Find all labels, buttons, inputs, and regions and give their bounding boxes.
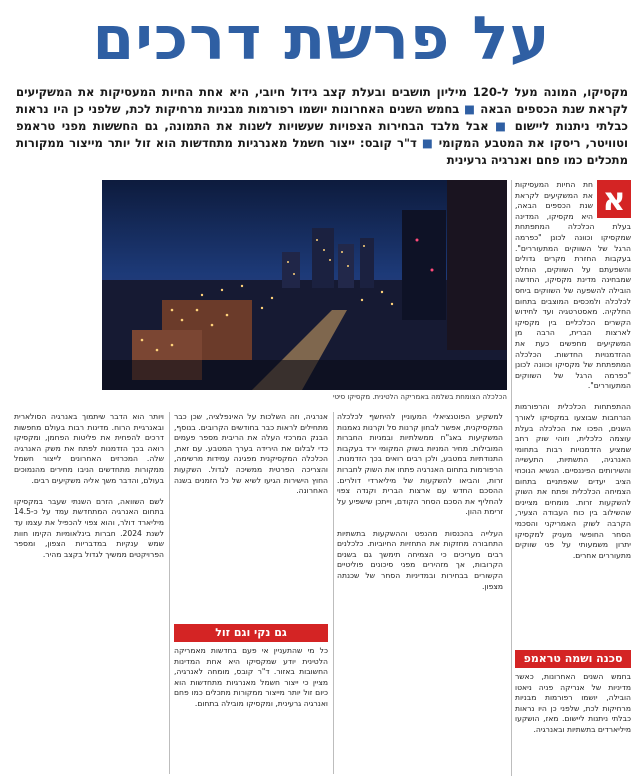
subheading-danger: סכנה ושמה טראמפ	[515, 650, 631, 668]
lede-part-1: מקסיקו, המונה מעל ל-120 מיליון תושבים ובעלת קצב גידול חיובי, היא אחת החיות המעסיקות את המשקיעים לקראת שנת הכספים הבאה	[16, 85, 629, 116]
column-2-bottom: העלייה בהכנסות מהנפט וההשקעות בתשתיות התחבורה מחזקות את התחזיות החיוביות. כלכלנים רבים מעריכים כי הצמיחה תימשך גם בשנים הקרובות, אך מזהירים מפני סיכונים פוליטיים הקשורים בבחירות ובמדיניות הסחר של שכנתה מצפון.	[337, 528, 503, 591]
column-1-body: ההתפתחות הכלכלית והרפורמות הנרחבות שבוצעו במקסיקו לאורך השנים, הפכו את הכלכלה בעלת עוצמה כלכלית, וזוהי שוק רחב שמציע הזדמנויות רבות בתחומי האנרגיה, התשתיות, התעשייה והשירותים הפיננסיים. הנשיא הנוכחי הציב יעדים שאפתניים בתחום הצמיחה הכלכלית ופתח את השוק להשקעות זרות. מומחים מציינים שהשילוב בין כוח העבודה הצעיר, הקרבה לשוק האמריקני והסכמי הסחר החופשי מעניק למקסיקו יתרון משמעותי על פני שווקים מתעוררים אחרים.	[515, 402, 631, 560]
photo-caption: הכלכלה הצומחת בשלמה באמריקה הלטינית. מקסיקו סיטי	[332, 393, 507, 401]
column-3-bottom: כל מי שהתעניין אי פעם בחדשות מאמריקה הלטינית יודע שמקסיקו היא אחת המדינות החשובות באזור. ד"ר קובס, מומחה לאנרגיה, מציין כי ייצור חשמל מאנרגיות מתחדשות הוא כיום זול יותר מייצור ממקורות מתכלים כמו פחם ואנרגיה גרעינית, ומקסיקו מובילה בתחום.	[174, 646, 328, 708]
column-1	[515, 180, 631, 602]
column-4-bottom: לשם השוואה, הזרם השנתי שעבר במקסיקו בתחום האנרגיה המתחדשת עמד על כ-14.5 מיליארד דולר, והוא צפוי להכפיל את עצמו עד לשנת 2024. חברות בינלאומיות הקימו חוות שמש ענקיות במדבריות הצפון, ומספר הפרויקטים ממשיך לגדול בקצב מהיר.	[14, 496, 164, 559]
lede-part-3: אבל מלבד הבחירות הצפויות שעשויות לשנות את התמונה, גם החששות מפני טראמפ וטוויטר, ריסקו את המטבע המקומי	[16, 119, 628, 150]
column-2-body: למשקיע הפוטנציאלי המעוניין להיחשף לכלכלה המקסיקנית, אפשר לבחון קרנות סל וקרנות נאמנות המשקיעות באג"ח ממשלתיות ובמניות החברות המובילות. מחיר המניות בשוק המקומי ירד בעקבות התנודתיות במטבע, ולכן רבים רואים בכך הזדמנות. הרפורמות בתחום האנרגיה פתחו את השוק לחברות זרות, והביאו להשקעות של מיליארדי דולרים. ההסכם החדש עם ארצות הברית וקנדה צפוי להחליף את הסכם הסחר הקודם, וייתכן שישפיע על זרימת ההון.	[337, 412, 503, 517]
column-3: אנרגיה, וזה השלכות על האינפלציה, שכן כבר מתחילים לראות כבר בחודשים הקרובים. בנוסף, הבנק המרכזי העלה את הריבית מספר פעמים כדי לבלום את הירידה בערך המטבע. עם זאת, הכלכלה המקסיקנית מפגינה עמידות מרשימה, והצריכה הפרטית ממשיכה לגדול. השקעות החוץ הישירות הגיעו לשיא של כל הזמנים בשנה האחרונה.	[174, 412, 328, 496]
column-4-body: ויותר הוא הדבר שיתמוך באנרגיה הסולארית ובאנרגיית הרוח. מדינות רבות בעולם מחפשות דרכים להפחית את פליטות הפחמן, ומקסיקו רואה בכך הזדמנות לפתח את משק האנרגיה שלה. המכרזים האחרונים לייצור חשמל ממקורות מתחדשים הניבו מחירים מהנמוכים בעולם, והדבר משך אליה משקיעים רבים.	[14, 412, 164, 485]
column-2	[337, 412, 503, 776]
lede-part-4: ד"ר קובס: ייצור חשמל מאנרגיות מתחדשות הוא זול יותר מייצור ממקורות מתכלים כמו פחם ואנרגיה גרעינית	[16, 136, 628, 167]
column-divider	[333, 412, 334, 774]
city-night-photo	[102, 180, 507, 390]
subheading-clean-cheap: גם נקי וגם זול	[174, 624, 328, 642]
column-1-bottom: בחמש השנים האחרונות, כאשר מדיניות של אנריקה פניה ניאטו הובילה, יושמו רפורמות מבניות מרחיקות לכת, שלפני כן היו נראות כבלתי ניתנות ליישום. מאז, הושקעו מיליארדים בתשתיות ובאנרגיה.	[515, 672, 631, 734]
headline: על פרשת דרכים	[92, 4, 551, 74]
column-1-intro: חת החיות המעסיקות את המשקיעים לקראת שנת הכספים הבאה, היא מקסיקו, המדינה בעלת הכלכלה המתפתחת שמקסיקו וכוונה לכונן "כפרמה הרגל של השווקים המתעוררים". בעקבות החזרת מקרים גדולים והשפעתם על השווקים, הוחלט שמבחינה מדינת מקסיקו, החדשה הובילה להשפעה של השווקים ביחס לכלכלה ולמכסים המוצבים בתחום החלקיה. מאסטרטגיה ועד לחידוש הקשרים הכלכליים בין מקסיקו לארצות הברית, הרבה מן המשקיעים מחפשים כעת את ההזדמנויות החדשות. הכלכלה המתפתחת של מקסיקו וכוונה לכונן "כפרמה הרגל של השווקים המתעוררים".	[515, 180, 631, 391]
lede-part-2: בחמש השנים האחרונות יושמו רפורמות מבניות מרחיקות לכת, שלפני כן היו נראות כבלתי ניתנות ליישום	[16, 102, 628, 133]
column-divider	[511, 180, 512, 776]
column-divider	[169, 412, 170, 774]
column-4	[14, 412, 164, 776]
lede: מקסיקו, המונה מעל ל-120 מיליון תושבים ובעלת קצב גידול חיובי, היא אחת החיות המעסיקות את המשקיעים לקראת שנת הכספים הבאה ■ בחמש השנים האחרונות יושמו רפורמות מבניות מרחיקות לכת, שלפני כן היו נראות כבלתי ניתנות ליישום ■ אבל מלבד הבחירות הצפויות שעשויות לשנות את התמונה, גם החששות מפני טראמפ וטוויטר, ריסקו את המטבע המקומי ■ ד"ר קובס: ייצור חשמל מאנרגיות מתחדשות הוא זול יותר מייצור ממקורות מתכלים כמו פחם ואנרגיה גרעינית	[16, 85, 629, 167]
drop-cap: א	[597, 180, 631, 218]
